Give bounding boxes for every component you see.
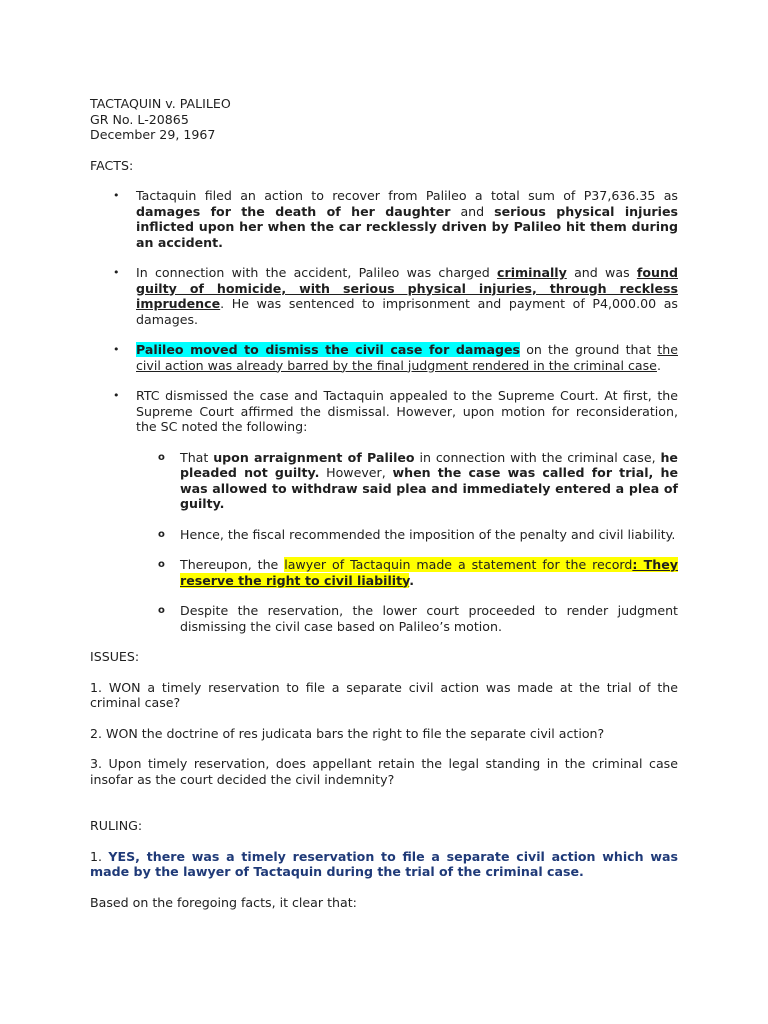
bullet-icon: • (113, 266, 120, 279)
fact-3-highlight: Palileo moved to dismiss the civil case for damages (136, 342, 521, 357)
sub-2-text: Hence, the fiscal recommended the imposition of the penalty and civil liability. (180, 526, 676, 542)
issues-heading: ISSUES: (90, 649, 140, 664)
sub-4-text: Despite the reservation, the lower court proceeded to render judgment dismissing the civil case based on Palileo’s motion. (180, 603, 678, 634)
sub-1-text-c: However, (319, 465, 393, 480)
fact-item-2 (90, 265, 678, 327)
fact-2-text-c: . He was sentenced to imprisonment and payment of P4,000.00 as damages. (136, 296, 678, 327)
sub-3-highlight: lawyer of Tactaquin made a statement for the record (284, 557, 633, 572)
sub-1-bold-c: when the case was called for trial, he was allowed to withdraw said plea and immediately entered a plea of guilty. (180, 465, 678, 511)
fact-1-text-b: and (450, 203, 495, 219)
sub-item-4 (136, 603, 678, 634)
bullet-icon: • (113, 389, 120, 402)
fact-3-underline: the civil action was already barred by the final judgment rendered in the criminal case (136, 342, 678, 373)
sub-bullet-icon: o (158, 605, 165, 616)
bullet-icon: • (113, 189, 120, 202)
sub-1-bold-a: upon arraignment of Palileo (213, 449, 415, 465)
fact-2-text-b: and was (566, 265, 637, 280)
issue-1: 1. WON a timely reservation to file a separate civil action was made at the trial of the criminal case? (90, 679, 678, 710)
sub-item-3 (136, 557, 678, 588)
facts-heading: FACTS: (90, 157, 134, 173)
sub-list (136, 450, 678, 635)
ruling-1-number: 1. (90, 848, 109, 864)
fact-item-1 (90, 188, 678, 250)
sub-1-text-b: in connection with the criminal case, (414, 449, 661, 465)
fact-2-found-guilty: found guilty of homicide, with serious physical injuries, through reckless imprudence (136, 265, 678, 311)
sub-item-2 (136, 527, 678, 543)
gr-number: GR No. L-20865 (90, 111, 189, 127)
ruling-1 (90, 849, 678, 880)
sub-item-1 (136, 450, 678, 512)
fact-1-bold-a: damages for the death of her daughter (136, 203, 451, 219)
fact-2-criminally: criminally (497, 265, 567, 280)
decision-date: December 29, 1967 (90, 127, 216, 142)
fact-item-3 (90, 342, 678, 373)
sub-3-period: . (409, 572, 414, 588)
issue-2: 2. WON the doctrine of res judicata bars the right to file the separate civil action? (90, 725, 605, 741)
fact-1-bold-b: serious physical injuries inflicted upon her when the car recklessly driven by Palileo hit them during an accident. (136, 203, 678, 250)
sub-3-text-a: Thereupon, the (180, 557, 285, 572)
case-title: TACTAQUIN v. PALILEO (90, 96, 231, 111)
facts-list (90, 188, 678, 634)
sub-bullet-icon: o (158, 528, 165, 540)
sub-bullet-icon: o (158, 451, 165, 463)
document-page (90, 96, 678, 910)
fact-2-text: In connection with the accident, Palileo was charged (136, 265, 498, 280)
bullet-icon: • (113, 343, 120, 356)
fact-3-period: . (656, 357, 661, 373)
sub-1-bold-b: he pleaded not guilty. (180, 449, 678, 480)
sub-3-reservation: : They reserve the right to civil liability (180, 557, 678, 588)
foregoing-text: Based on the foregoing facts, it clear that: (90, 894, 357, 910)
sub-1-text-a: That (180, 449, 214, 465)
ruling-1-text: YES, there was a timely reservation to file a separate civil action which was made by the lawyer of Tactaquin during the trial of the criminal case. (90, 848, 678, 879)
ruling-heading: RULING: (90, 818, 143, 833)
fact-4-text: RTC dismissed the case and Tactaquin appealed to the Supreme Court. At first, the Supreme Court affirmed the dismissal. However, upon motion for reconsideration, the SC noted the following: (136, 388, 678, 434)
sub-bullet-icon: o (158, 559, 165, 570)
fact-1-text: Tactaquin filed an action to recover from Palileo a total sum of P37,636.35 as (136, 188, 678, 203)
fact-3-text: on the ground that (520, 342, 658, 357)
fact-item-4 (90, 388, 678, 634)
issue-3: 3. Upon timely reservation, does appellant retain the legal standing in the criminal case insofar as the court decided the civil indemnity? (90, 756, 678, 787)
